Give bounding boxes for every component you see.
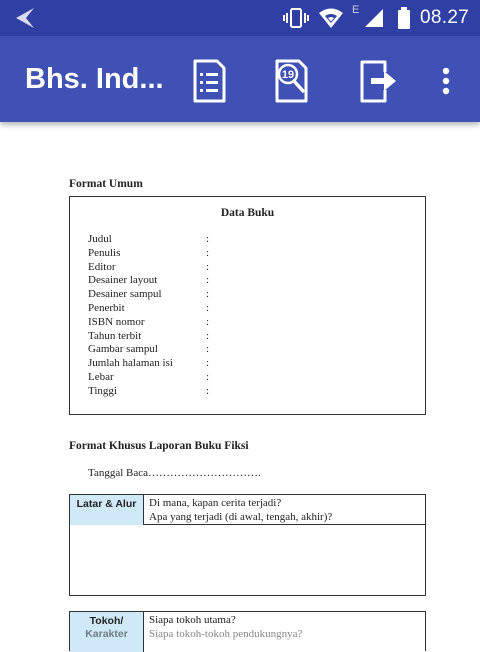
back-arrow-icon[interactable]: [12, 6, 38, 30]
app-title: Bhs. Ind...: [25, 63, 164, 95]
field-row: [88, 385, 408, 399]
latar-alur-questions: [149, 497, 332, 524]
field-separator: :: [206, 233, 210, 245]
signal-icon: [363, 8, 385, 28]
more-vert-icon: [432, 58, 460, 104]
wifi-icon: [318, 7, 344, 29]
question-line: Di mana, kapan cerita terjadi?: [149, 497, 282, 509]
data-buku-fields: [88, 233, 408, 399]
table-of-contents-icon: [188, 58, 230, 104]
status-bar: [0, 0, 480, 36]
field-label: ISBN nomor: [88, 315, 145, 328]
field-label: Editor: [88, 260, 116, 273]
network-type-label: E: [352, 4, 360, 16]
go-to-page-button[interactable]: [272, 58, 314, 104]
tokoh-karakter-label: [70, 612, 144, 652]
field-separator: :: [206, 343, 210, 356]
more-options-button[interactable]: [432, 58, 460, 104]
app-bar: [0, 36, 480, 122]
field-separator: :: [206, 301, 210, 314]
exit-button[interactable]: [357, 58, 399, 104]
field-separator: :: [206, 315, 210, 328]
latar-alur-label: Latar & Alur: [70, 495, 144, 525]
latar-alur-table: [69, 494, 426, 596]
field-row: [88, 357, 408, 371]
field-separator: :: [206, 274, 210, 287]
field-row: [88, 233, 408, 247]
question-line: Siapa tokoh-tokoh pendukungnya?: [149, 627, 303, 640]
data-buku-box: [69, 196, 426, 415]
field-row: [88, 288, 408, 302]
field-row: [88, 302, 408, 316]
field-row: [88, 261, 408, 275]
field-row: [88, 274, 408, 288]
field-separator: :: [206, 288, 210, 301]
field-row: [88, 371, 408, 385]
table-of-contents-button[interactable]: [188, 58, 230, 104]
field-separator: :: [206, 384, 210, 397]
label-line: Karakter: [85, 628, 128, 640]
tokoh-karakter-questions: [149, 614, 302, 641]
field-label: Desainer layout: [88, 274, 158, 287]
field-row: [88, 316, 408, 330]
table-header-row: [70, 495, 425, 525]
field-label: Tinggi: [88, 384, 117, 397]
status-time: 08.27: [420, 7, 470, 28]
go-to-page-icon: [272, 58, 314, 104]
field-label: Desainer sampul: [88, 288, 162, 301]
tokoh-karakter-table: [69, 611, 426, 651]
label-line: Tokoh/: [89, 615, 124, 627]
field-row: [88, 247, 408, 261]
field-separator: :: [206, 357, 210, 370]
field-row: [88, 343, 408, 357]
field-label: Tahun terbit: [88, 329, 142, 342]
field-separator: :: [206, 370, 210, 383]
field-label: Gambar sampul: [88, 343, 158, 356]
field-label: Penulis: [88, 246, 121, 259]
field-separator: :: [206, 246, 210, 259]
field-row: [88, 330, 408, 344]
field-separator: :: [206, 329, 210, 342]
section-title-format-umum: Format Umum: [69, 178, 143, 190]
field-label: Lebar: [88, 370, 114, 383]
question-line: Apa yang terjadi (di awal, tengah, akhir)?: [149, 510, 333, 523]
field-separator: :: [206, 260, 210, 273]
question-line: Siapa tokoh utama?: [149, 614, 236, 626]
document-page[interactable]: [0, 122, 480, 640]
section-title-format-khusus: Format Khusus Laporan Buku Fiksi: [69, 440, 249, 452]
field-label: Jumlah halaman isi: [88, 357, 173, 370]
field-label: Judul: [88, 233, 112, 245]
tanggal-baca-line: Tanggal Baca………………………….: [88, 467, 261, 479]
vibrate-icon: [283, 7, 309, 29]
page-number-label: 19: [281, 69, 295, 81]
field-label: Penerbit: [88, 301, 125, 314]
exit-icon: [357, 58, 399, 104]
data-buku-title: Data Buku: [220, 207, 275, 219]
battery-icon: [397, 7, 411, 29]
